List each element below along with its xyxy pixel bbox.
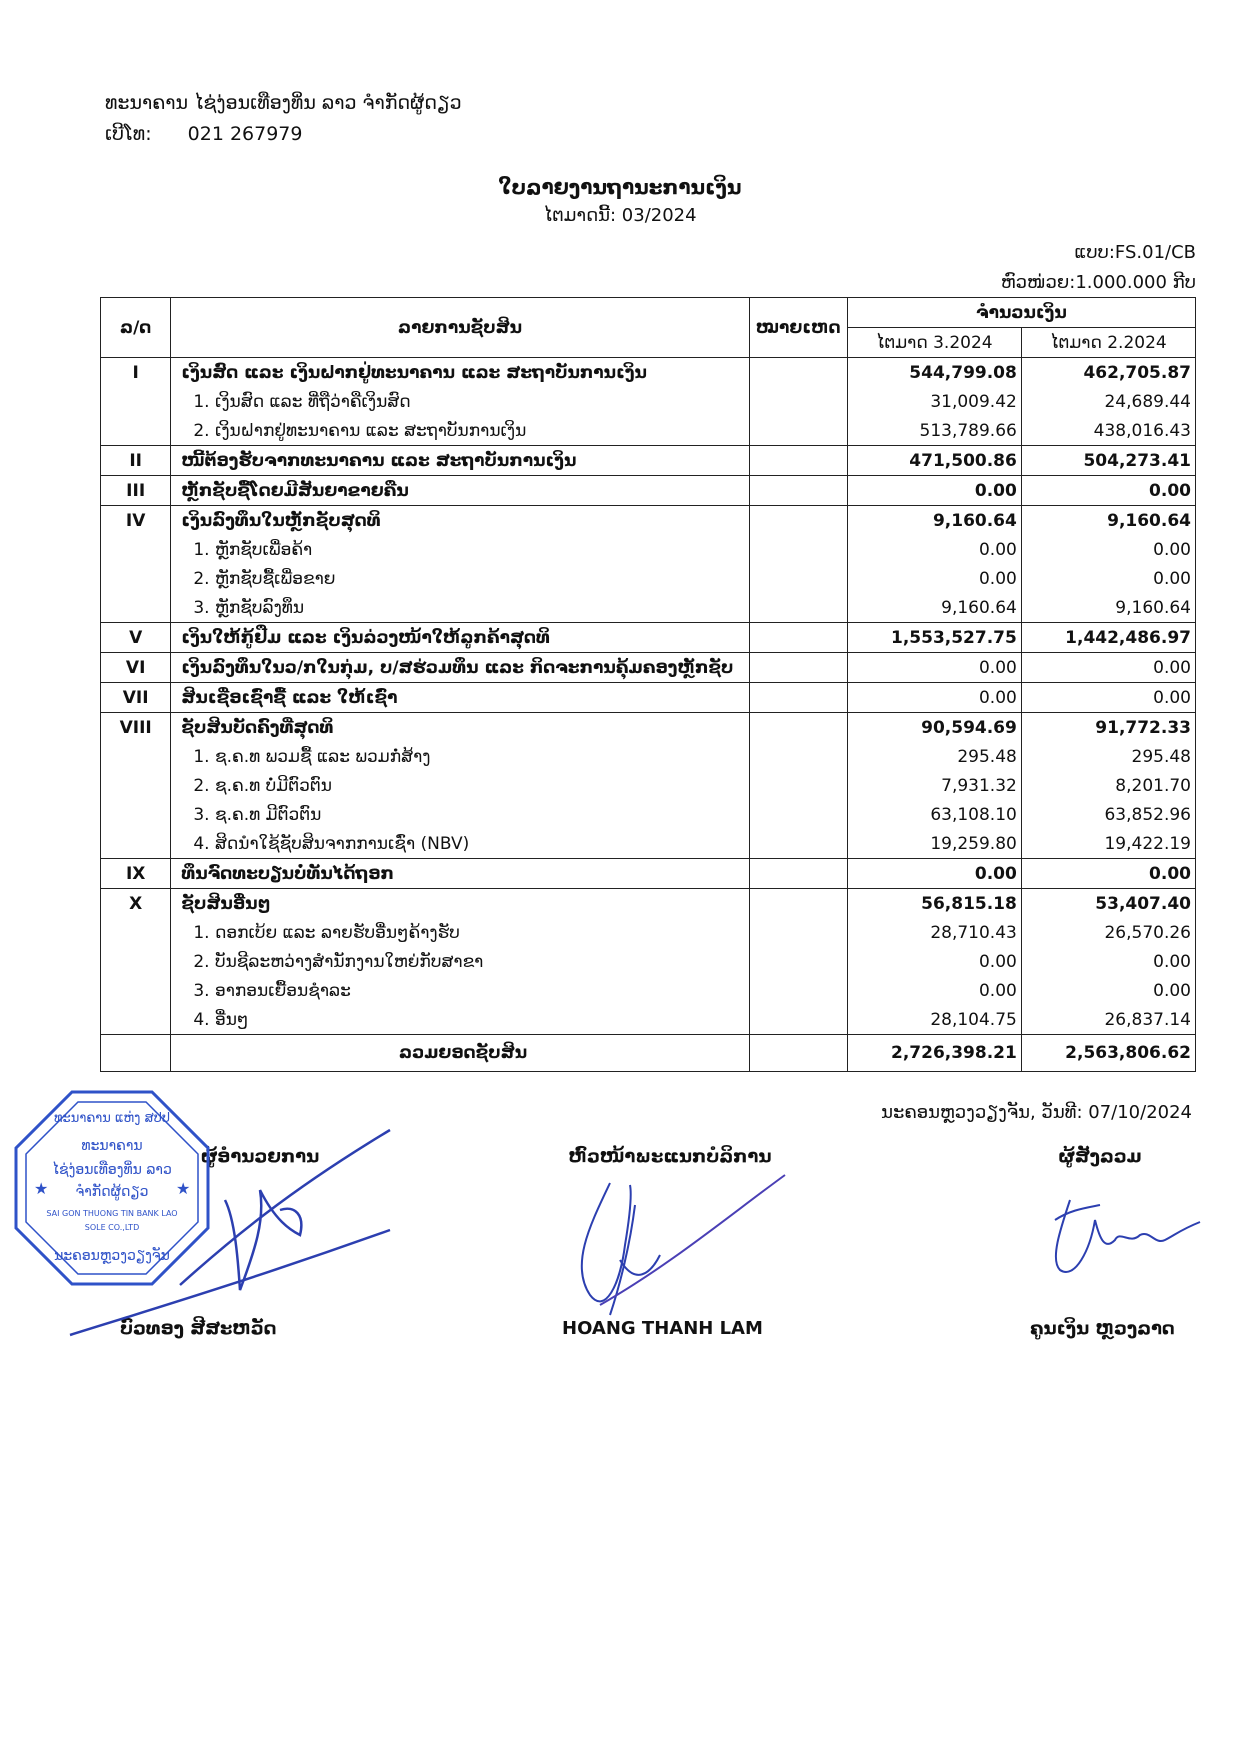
form-unit: ຫົວໜ່ວຍ:1.000.000 ກີບ: [1000, 272, 1196, 293]
table-row: [101, 918, 1196, 947]
row-previous-value: 0.00: [1021, 683, 1195, 713]
stamp-star-right-icon: ★: [176, 1179, 191, 1198]
row-previous-value: 0.00: [1021, 476, 1195, 506]
row-label: 4. ອື່ນໆ: [171, 1005, 749, 1035]
row-current-value: 56,815.18: [847, 889, 1021, 919]
table-row: [101, 829, 1196, 859]
table-row: [101, 358, 1196, 388]
row-previous-value: 9,160.64: [1021, 506, 1195, 536]
row-note: [749, 623, 847, 653]
row-current-value: 0.00: [847, 947, 1021, 976]
report-title-block: [0, 172, 1240, 230]
row-previous-value: 295.48: [1021, 742, 1195, 771]
row-previous-value: 9,160.64: [1021, 593, 1195, 623]
table-row: [101, 416, 1196, 446]
row-label: 2. ເງິນຝາກຢູ່ທະນາຄານ ແລະ ສະຖາບັນການເງິນ: [171, 416, 749, 446]
stamp-line1: ທະນາຄານ: [81, 1138, 143, 1154]
row-note: [749, 800, 847, 829]
row-previous-value: 8,201.70: [1021, 771, 1195, 800]
row-previous-value: 0.00: [1021, 859, 1195, 889]
row-current-value: 0.00: [847, 683, 1021, 713]
row-current-value: 544,799.08: [847, 358, 1021, 388]
row-note: [749, 564, 847, 593]
phone-number: 021 267979: [187, 123, 303, 145]
table-row: [101, 742, 1196, 771]
row-code: [101, 918, 171, 947]
row-current-value: 0.00: [847, 535, 1021, 564]
row-note: [749, 416, 847, 446]
row-label: 1. ດອກເບ້ຍ ແລະ ລາຍຮັບອື່ນໆຄ້າງຮັບ: [171, 918, 749, 947]
row-code: IX: [101, 859, 171, 889]
row-note: [749, 742, 847, 771]
row-code: I: [101, 358, 171, 388]
stamp-line2: ໄຊ່ງ່ອນເທືອງທິ່ນ ລາວ: [52, 1162, 172, 1178]
table-row: [101, 564, 1196, 593]
stamp-top-text: ທະນາຄານ ແຫ່ງ ສປປ: [54, 1111, 170, 1126]
report-period: ໄຕມາດນີ້: 03/2024: [543, 205, 697, 226]
row-label: 1. ຫຼັກຊັບເພື່ອຄ້າ: [171, 535, 749, 564]
director-name: ບົວທອງ ສີສະຫວັດ: [120, 1318, 277, 1339]
row-note: [749, 771, 847, 800]
row-previous-value: 53,407.40: [1021, 889, 1195, 919]
row-note: [749, 358, 847, 388]
table-row: [101, 889, 1196, 919]
col-amount-header: ຈຳນວນເງິນ: [847, 298, 1195, 328]
row-previous-value: 19,422.19: [1021, 829, 1195, 859]
row-code: VIII: [101, 713, 171, 743]
row-current-value: 0.00: [847, 476, 1021, 506]
row-note: [749, 889, 847, 919]
row-code: [101, 947, 171, 976]
total-previous-value: 2,563,806.62: [1021, 1035, 1195, 1072]
row-code: X: [101, 889, 171, 919]
phone-line: [105, 119, 462, 150]
table-row: [101, 593, 1196, 623]
table-row: [101, 771, 1196, 800]
row-note: [749, 976, 847, 1005]
row-previous-value: 438,016.43: [1021, 416, 1195, 446]
row-current-value: 0.00: [847, 859, 1021, 889]
stamp-line3: ຈຳກັດຜູ້ດຽວ: [75, 1184, 149, 1200]
row-note: [749, 535, 847, 564]
row-code: [101, 564, 171, 593]
row-note: [749, 1005, 847, 1035]
row-current-value: 9,160.64: [847, 506, 1021, 536]
row-label: 2. ຫຼັກຊັບຊື້ເພື່ອຂາຍ: [171, 564, 749, 593]
row-label: ຊັບສິນອື່ນໆ: [171, 889, 749, 919]
row-previous-value: 0.00: [1021, 653, 1195, 683]
table-row: [101, 713, 1196, 743]
form-code: ແບບ:FS.01/CB: [1074, 242, 1196, 263]
phone-label: ເບີໂທ:: [105, 123, 152, 145]
total-note: [749, 1035, 847, 1072]
row-previous-value: 0.00: [1021, 976, 1195, 1005]
row-previous-value: 0.00: [1021, 947, 1195, 976]
row-label: 1. ຊ.ຄ.ທ ພວມຊື້ ແລະ ພວມກໍ່ສ້າງ: [171, 742, 749, 771]
bank-header: [105, 88, 462, 150]
table-row: [101, 1005, 1196, 1035]
row-previous-value: 0.00: [1021, 564, 1195, 593]
table-row: [101, 683, 1196, 713]
row-code: IV: [101, 506, 171, 536]
table-row: [101, 653, 1196, 683]
director-signature: [60, 1110, 400, 1350]
service-head-name: HOANG THANH LAM: [562, 1318, 763, 1339]
row-note: [749, 446, 847, 476]
row-note: [749, 593, 847, 623]
row-note: [749, 829, 847, 859]
bank-name: ທະນາຄານ ໄຊ່ງ່ອນເທືອງທິ່ນ ລາວ ຈຳກັດຜູ້ດຽວ: [105, 92, 462, 114]
row-label: ເງິນສົດ ແລະ ເງິນຝາກຢູ່ທະນາຄານ ແລະ ສະຖາບັນການເງິນ: [171, 358, 749, 388]
row-label: 2. ຊ.ຄ.ທ ບໍ່ມີຕົວຕົນ: [171, 771, 749, 800]
row-note: [749, 947, 847, 976]
col-note-header: ໝາຍເຫດ: [749, 298, 847, 358]
stamp-line5: SOLE CO.,LTD: [84, 1223, 140, 1232]
row-previous-value: 504,273.41: [1021, 446, 1195, 476]
table-row: [101, 535, 1196, 564]
row-current-value: 295.48: [847, 742, 1021, 771]
form-info: [1001, 238, 1196, 298]
row-code: [101, 829, 171, 859]
row-previous-value: 24,689.44: [1021, 387, 1195, 416]
compiler-title: ຜູ້ສັງລວມ: [1058, 1146, 1142, 1167]
row-label: ເງິນໃຫ້ກູ້ຢືມ ແລະ ເງິນລ່ວງໜ້າໃຫ້ລູກຄ້າສຸດທິ: [171, 623, 749, 653]
row-current-value: 513,789.66: [847, 416, 1021, 446]
row-previous-value: 0.00: [1021, 535, 1195, 564]
table-row: [101, 976, 1196, 1005]
row-code: III: [101, 476, 171, 506]
table-body: [101, 358, 1196, 1072]
balance-sheet-table: [100, 297, 1196, 1072]
row-label: 1. ເງິນສົດ ແລະ ທີ່ຖືວ່າຄືເງິນສົດ: [171, 387, 749, 416]
col-previous-quarter: ໄຕມາດ 2.2024: [1021, 328, 1195, 358]
table-row: [101, 800, 1196, 829]
row-code: [101, 416, 171, 446]
row-label: 3. ຊ.ຄ.ທ ມີຕົວຕົນ: [171, 800, 749, 829]
row-label: ໜີ້ຕ້ອງຮັບຈາກທະນາຄານ ແລະ ສະຖາບັນການເງິນ: [171, 446, 749, 476]
table-row: [101, 476, 1196, 506]
row-code: [101, 535, 171, 564]
row-note: [749, 683, 847, 713]
compiler-signature: [1040, 1190, 1210, 1280]
row-current-value: 9,160.64: [847, 593, 1021, 623]
row-current-value: 0.00: [847, 653, 1021, 683]
row-code: V: [101, 623, 171, 653]
total-label: ລວມຍອດຊັບສິນ: [171, 1035, 749, 1072]
row-code: [101, 742, 171, 771]
place-date: ນະຄອນຫຼວງວຽງຈັນ, ວັນທີ: 07/10/2024: [881, 1102, 1192, 1123]
row-current-value: 0.00: [847, 976, 1021, 1005]
total-code: [101, 1035, 171, 1072]
row-current-value: 28,104.75: [847, 1005, 1021, 1035]
row-label: ເງິນລົງທຶນໃນຫຼັກຊັບສຸດທິ: [171, 506, 749, 536]
service-head-signature: [560, 1165, 790, 1325]
row-previous-value: 91,772.33: [1021, 713, 1195, 743]
row-label: ສິນເຊື່ອເຊົ່າຊື້ ແລະ ໃຫ້ເຊົ່າ: [171, 683, 749, 713]
row-note: [749, 653, 847, 683]
row-code: VI: [101, 653, 171, 683]
row-label: 3. ຫຼັກຊັບລົງທຶນ: [171, 593, 749, 623]
col-no-header: ລ/ດ: [101, 298, 171, 358]
row-code: [101, 1005, 171, 1035]
row-code: [101, 800, 171, 829]
row-previous-value: 1,442,486.97: [1021, 623, 1195, 653]
row-label: ເງິນລົງທຶນໃນວ/ກໃນກຸ່ມ, ບ/ສຮ່ວມທຶນ ແລະ ກິດຈະການຄຸ້ມຄອງຫຼັກຊັບ: [171, 653, 749, 683]
row-label: 3. ອາກອນເຍື້ອນຊຳລະ: [171, 976, 749, 1005]
row-previous-value: 63,852.96: [1021, 800, 1195, 829]
row-note: [749, 476, 847, 506]
col-item-header: ລາຍການຊັບສິນ: [171, 298, 749, 358]
row-previous-value: 26,570.26: [1021, 918, 1195, 947]
row-code: VII: [101, 683, 171, 713]
table-row: [101, 506, 1196, 536]
row-current-value: 1,553,527.75: [847, 623, 1021, 653]
row-current-value: 471,500.86: [847, 446, 1021, 476]
row-note: [749, 859, 847, 889]
row-label: ຫຼັກຊັບຊື້ໂດຍມີສັນຍາຂາຍຄືນ: [171, 476, 749, 506]
director-title: ຜູ້ອຳນວຍການ: [200, 1146, 320, 1167]
row-code: II: [101, 446, 171, 476]
row-code: [101, 976, 171, 1005]
row-current-value: 0.00: [847, 564, 1021, 593]
row-code: [101, 771, 171, 800]
row-current-value: 31,009.42: [847, 387, 1021, 416]
row-note: [749, 506, 847, 536]
service-head-title: ຫົວໜ້າພະແນກບໍລິການ: [568, 1146, 772, 1167]
report-title: ໃບລາຍງານຖານະການເງິນ: [498, 175, 742, 199]
row-current-value: 19,259.80: [847, 829, 1021, 859]
table-row: [101, 947, 1196, 976]
stamp-bottom-text: ນະຄອນຫຼວງວຽງຈັນ: [54, 1248, 170, 1264]
row-note: [749, 387, 847, 416]
row-note: [749, 713, 847, 743]
stamp-line4: SAI GON THUONG TIN BANK LAO: [46, 1209, 178, 1218]
table-row: [101, 623, 1196, 653]
row-previous-value: 462,705.87: [1021, 358, 1195, 388]
row-label: ຊັບສິນບັດຄົງທີ່ສຸດທິ: [171, 713, 749, 743]
row-label: ທຶນຈົດທະບຽນບໍ່ທັນໄດ້ຖອກ: [171, 859, 749, 889]
total-current-value: 2,726,398.21: [847, 1035, 1021, 1072]
row-note: [749, 918, 847, 947]
row-current-value: 90,594.69: [847, 713, 1021, 743]
row-current-value: 7,931.32: [847, 771, 1021, 800]
total-row: [101, 1035, 1196, 1072]
stamp-star-left-icon: ★: [34, 1179, 49, 1198]
table-row: [101, 859, 1196, 889]
row-label: 4. ສິດນຳໃຊ້ຊັບສິນຈາກການເຊົ່າ (NBV): [171, 829, 749, 859]
table-row: [101, 387, 1196, 416]
row-current-value: 28,710.43: [847, 918, 1021, 947]
row-previous-value: 26,837.14: [1021, 1005, 1195, 1035]
row-current-value: 63,108.10: [847, 800, 1021, 829]
row-code: [101, 593, 171, 623]
compiler-name: ຄູນເງິນ ຫຼວງລາດ: [1030, 1318, 1175, 1339]
row-code: [101, 387, 171, 416]
table-row: [101, 446, 1196, 476]
row-label: 2. ບັນຊີລະຫວ່າງສຳນັກງານໃຫຍ່ກັບສາຂາ: [171, 947, 749, 976]
col-current-quarter: ໄຕມາດ 3.2024: [847, 328, 1021, 358]
